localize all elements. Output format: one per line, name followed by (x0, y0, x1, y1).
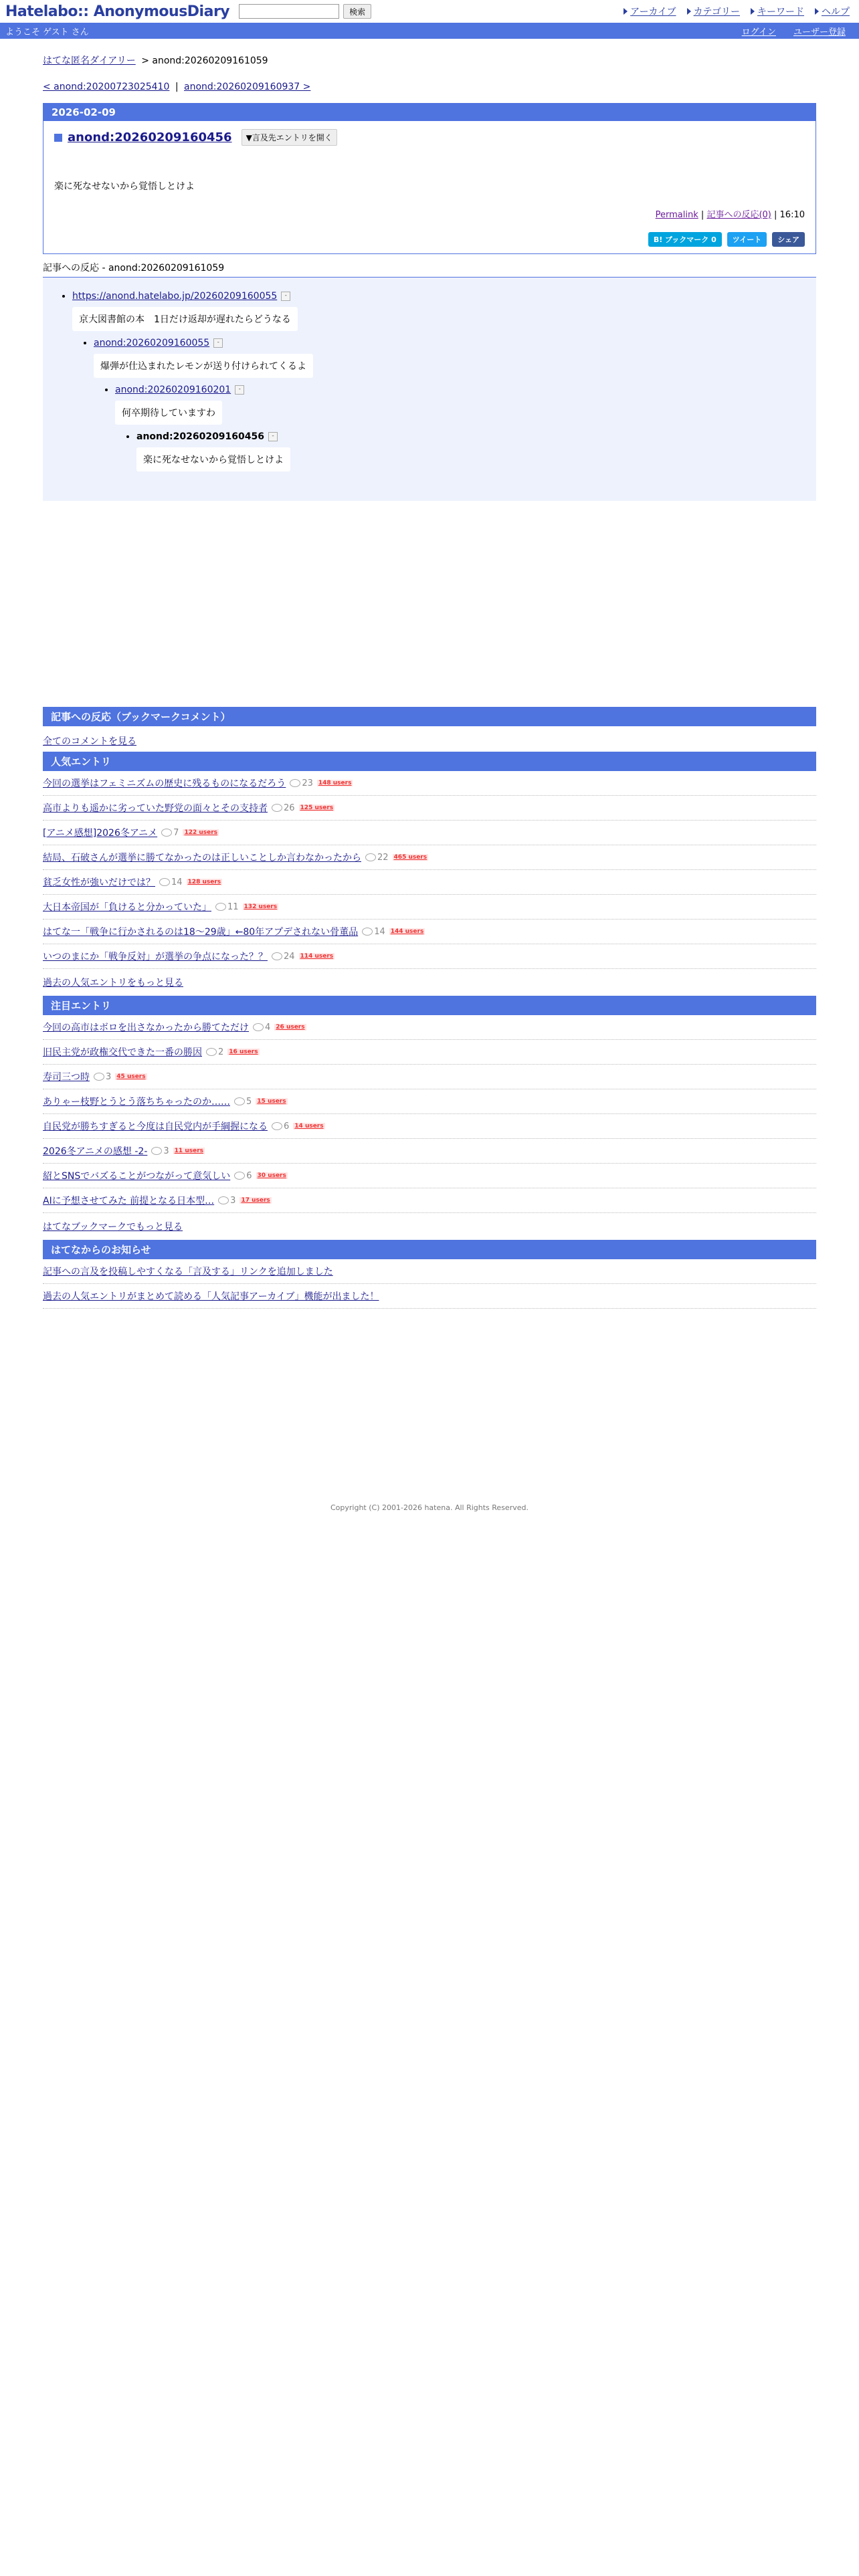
sep: | (700, 210, 704, 220)
users-badge[interactable]: 122 users (184, 829, 218, 836)
users-badge[interactable]: 148 users (318, 780, 352, 786)
comment-count: 24 (272, 952, 295, 962)
entry-link[interactable]: 貧乏女性が強いだけでは？ (43, 877, 155, 888)
share-button[interactable]: シェア (772, 232, 805, 247)
all-comments-link[interactable]: 全てのコメントを見る (43, 736, 136, 747)
users-badge[interactable]: 144 users (390, 928, 424, 935)
notice-heading: はてなからのお知らせ (43, 1240, 816, 1259)
users-badge[interactable]: 17 users (241, 1197, 270, 1204)
comment-count: 23 (290, 778, 313, 788)
speech-icon (206, 1048, 217, 1056)
site-logo[interactable]: Hatelabo:: AnonymousDiary (5, 3, 230, 20)
comment-count: 7 (161, 828, 179, 838)
entry-link[interactable]: 結局、石破さんが選挙に勝てなかったのは正しいことしか言わなかったから (43, 853, 361, 863)
tree-link[interactable]: anond:20260209160055 (94, 338, 210, 348)
comment-count: 11 (215, 902, 239, 912)
popular-row (43, 895, 816, 920)
speech-icon (365, 853, 376, 861)
category-link[interactable]: カテゴリー (687, 5, 740, 18)
users-badge[interactable]: 114 users (300, 953, 334, 960)
entry-link[interactable]: 2026冬アニメの感想 -2- (43, 1146, 148, 1157)
tree-text: 京大図書館の本 1日だけ返却が遅れたらどうなる (72, 307, 298, 331)
speech-icon (218, 1196, 229, 1204)
tree-link[interactable]: anond:20260209160201 (115, 385, 231, 395)
popular-heading: 人気エントリ (43, 752, 816, 771)
entry-time: 16:10 (779, 210, 805, 220)
breadcrumb (43, 53, 816, 67)
users-badge[interactable]: 128 users (187, 879, 221, 885)
speech-icon (94, 1073, 104, 1081)
main-content (43, 52, 816, 1309)
attention-row (43, 1114, 816, 1139)
comment-count: 14 (362, 927, 385, 937)
comment-count: 4 (253, 1023, 270, 1033)
speech-icon (253, 1023, 264, 1031)
keyword-link[interactable]: キーワード (751, 5, 804, 18)
more-bookmark-link[interactable]: はてなブックマークでもっと見る (43, 1222, 183, 1232)
tree-item (94, 338, 796, 474)
comment-count: 2 (206, 1047, 223, 1057)
comment-count: 6 (234, 1171, 252, 1181)
breadcrumb-sep: > (141, 56, 149, 66)
attention-row (43, 1139, 816, 1164)
comment-count: 5 (234, 1097, 252, 1107)
top-bar (0, 0, 859, 23)
top-links (624, 5, 850, 18)
comment-count: 6 (272, 1121, 289, 1132)
tree-current-title: anond:20260209160456 (136, 431, 264, 442)
register-link[interactable]: ユーザー登録 (793, 27, 846, 37)
notice-link[interactable]: 過去の人気エントリがまとめて読める「人気記事アーカイブ」機能が出ました！ (43, 1291, 379, 1302)
ad-space (43, 501, 816, 707)
reactions-tree (43, 278, 816, 501)
notice-row (43, 1259, 816, 1284)
entry-text: 楽に死なせないから覚悟しとけよ (54, 181, 195, 192)
speech-icon (159, 878, 170, 886)
help-link[interactable]: ヘルプ (815, 5, 850, 18)
users-badge[interactable]: 15 users (257, 1098, 286, 1105)
speech-icon (234, 1097, 245, 1105)
entry-link[interactable]: 今回の選挙はフェミニズムの歴史に残るものになるだろう (43, 778, 286, 789)
entry-link[interactable]: ありゃー枝野とうとう落ちちゃったのか…… (43, 1097, 230, 1107)
bookmark-comments-heading: 記事への反応（ブックマークコメント） (43, 707, 816, 726)
speech-icon (272, 804, 282, 812)
popular-row (43, 870, 816, 895)
expand-icon[interactable]: - (281, 292, 290, 301)
tree-link[interactable]: https://anond.hatelabo.jp/20260209160055 (72, 291, 278, 302)
permalink-line (54, 207, 805, 220)
users-badge[interactable]: 125 users (300, 804, 334, 811)
tweet-button[interactable]: ツイート (727, 232, 767, 247)
tree-text: 何卒期待していますわ (115, 401, 222, 425)
search-button[interactable]: 検索 (343, 4, 371, 19)
entry-link[interactable]: 寿司三つ時 (43, 1072, 90, 1083)
entry-link[interactable]: 高市よりも遥かに劣っていた野党の面々とその支持者 (43, 803, 268, 814)
entry-link[interactable]: 大日本帝国が「負けると分かっていた」 (43, 902, 211, 913)
speech-icon (362, 928, 373, 936)
notice-row (43, 1284, 816, 1309)
breadcrumb-current: anond:20260209161059 (152, 56, 268, 66)
reactions-link[interactable]: 記事への反応(0) (706, 210, 771, 220)
entry-link[interactable]: 旧民主党が政権交代できた一番の勝因 (43, 1047, 202, 1058)
triangle-icon (624, 8, 628, 15)
comment-count: 3 (218, 1196, 235, 1206)
share-row (54, 232, 805, 247)
users-badge[interactable]: 11 users (174, 1148, 203, 1154)
triangle-icon (687, 8, 691, 15)
comment-count: 3 (151, 1146, 169, 1156)
entry-link[interactable]: 紹とSNSでバズることがつながって意気しい (43, 1171, 231, 1182)
tree-item (115, 385, 796, 474)
attention-row (43, 1040, 816, 1065)
breadcrumb-root[interactable]: はてな匿名ダイアリー (43, 56, 136, 66)
entry-link[interactable]: [アニメ感想]2026冬アニメ (43, 828, 158, 839)
users-badge[interactable]: 465 users (393, 854, 427, 861)
comment-count: 26 (272, 803, 295, 813)
speech-icon (161, 829, 172, 837)
entry-link[interactable]: いつのまにか「戦争反対」が選挙の争点になった？？ (43, 952, 268, 962)
comment-count: 14 (159, 877, 183, 887)
popular-row (43, 845, 816, 870)
expand-icon[interactable]: - (268, 432, 278, 441)
popular-row (43, 771, 816, 796)
triangle-icon (815, 8, 819, 15)
pager (43, 82, 816, 92)
speech-icon (272, 1122, 282, 1130)
comment-count: 3 (94, 1072, 111, 1082)
speech-icon (290, 779, 300, 787)
tree-item-current (136, 431, 796, 474)
next-entry-link[interactable]: anond:20260209160937 > (184, 82, 311, 92)
permalink[interactable]: Permalink (655, 210, 698, 220)
tree-text: 爆弾が仕込まれたレモンが送り付けられてくるよ (94, 354, 313, 378)
triangle-icon (751, 8, 755, 15)
comment-count: 22 (365, 853, 389, 863)
open-ref-button[interactable]: ▼言及先エントリを開く (242, 129, 337, 146)
popular-row (43, 920, 816, 944)
notice-link[interactable]: 記事への言及を投稿しやすくなる「言及する」リンクを追加しました (43, 1267, 333, 1277)
expand-icon[interactable]: - (213, 338, 223, 348)
attention-row (43, 1065, 816, 1089)
users-badge[interactable]: 14 users (294, 1123, 324, 1130)
users-badge[interactable]: 16 users (229, 1049, 258, 1055)
expand-icon[interactable]: - (235, 385, 244, 395)
speech-icon (272, 952, 282, 960)
speech-icon (234, 1172, 245, 1180)
attention-row (43, 1164, 816, 1188)
day-date: 2026-02-09 (43, 104, 816, 121)
entry-link[interactable]: AIに予想させてみた 前提となる日本型… (43, 1196, 215, 1206)
attention-row (43, 1015, 816, 1040)
pager-sep: | (175, 82, 179, 92)
login-link[interactable]: ログイン (741, 27, 776, 37)
attention-heading: 注目エントリ (43, 996, 816, 1015)
more-popular-link[interactable]: 過去の人気エントリをもっと見る (43, 978, 183, 988)
welcome-text: ようこそ ゲスト さん (5, 27, 89, 37)
popular-row (43, 796, 816, 821)
notice-list (43, 1259, 816, 1309)
tree-text: 楽に死なせないから覚悟しとけよ (136, 447, 290, 471)
users-badge[interactable]: 30 users (257, 1172, 286, 1179)
popular-row (43, 944, 816, 969)
sep: | (774, 210, 777, 220)
welcome-bar (0, 23, 859, 39)
users-badge[interactable]: 45 users (116, 1073, 146, 1080)
archive-link[interactable]: アーカイブ (624, 5, 676, 18)
bookmark-button[interactable]: B! ブックマーク 0 (648, 232, 722, 247)
users-badge[interactable]: 132 users (244, 903, 278, 910)
attention-row (43, 1188, 816, 1213)
entry-link[interactable]: はてな一「戦争に行かされるのは18〜29歳」←80年アプデされない骨董品 (43, 927, 359, 938)
search-input[interactable] (239, 4, 339, 19)
entry-link[interactable]: 自民党が勝ちすぎると今度は自民党内が手綱握になる (43, 1121, 268, 1132)
day-box (43, 103, 816, 254)
entry-title-link[interactable]: anond:20260209160456 (68, 130, 232, 144)
tree-item (72, 291, 796, 474)
popular-row (43, 821, 816, 845)
popular-list (43, 771, 816, 969)
entry-link[interactable]: 今回の高市はボロを出さなかったから勝てただけ (43, 1023, 249, 1033)
speech-icon (215, 903, 226, 911)
attention-list (43, 1015, 816, 1213)
users-badge[interactable]: 26 users (276, 1024, 305, 1031)
reactions-heading: 記事への反応 - anond:20260209161059 (43, 261, 816, 278)
prev-entry-link[interactable]: < anond:20200723025410 (43, 82, 170, 92)
speech-icon (151, 1147, 162, 1155)
attention-row (43, 1089, 816, 1114)
square-icon (54, 134, 62, 142)
footer-copyright: Copyright (C) 2001-2026 hatena. All Rights Reserved. (330, 1503, 529, 1512)
